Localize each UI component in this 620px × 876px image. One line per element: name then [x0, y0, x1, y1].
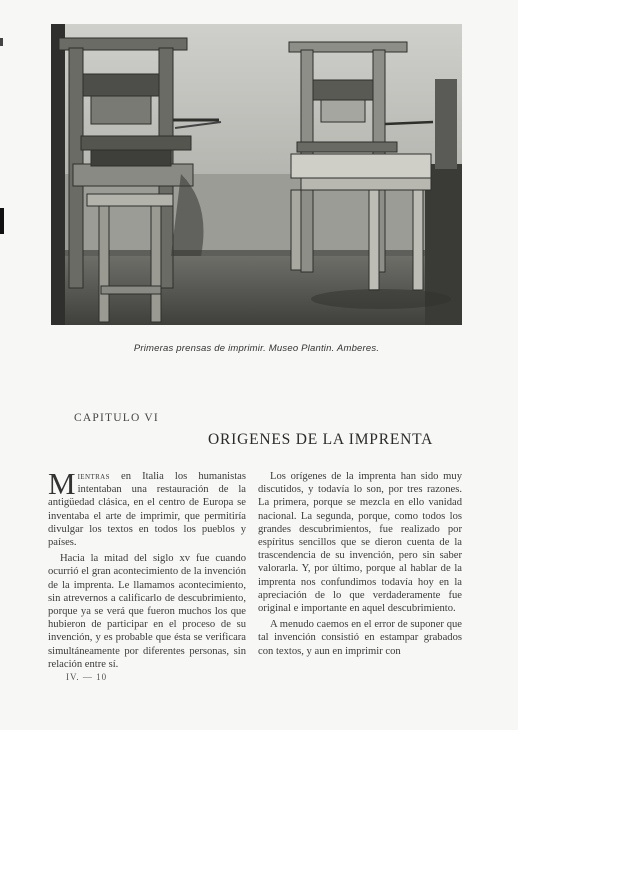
scan-edge-mark — [0, 38, 3, 46]
figure-caption: Primeras prensas de imprimir. Museo Plantin. Amberes. — [133, 343, 380, 354]
scan-edge-mark — [0, 208, 4, 234]
chapter-title: ORIGENES DE LA IMPRENTA — [208, 431, 434, 448]
paragraph: Los orígenes de la imprenta han sido muy discutidos, y todavía lo son, por tres razones. La primera, porque se mezcla en ello vanidad nacional. La segunda, porque, como todos los grandes descubrimientos, fue realizado por espíritus sencillos que se dieron cuenta de la trascendencia de su invención, pero sin saber valorarla. Y, por último, porque al hablar de la imprenta nos confundimos todavía hoy en la apreciación de lo que verdaderamente fue original e importante en aquel descubrimiento. — [258, 471, 462, 615]
paragraph — [48, 466, 246, 549]
page-folio: IV. — 10 — [66, 672, 108, 682]
small-caps-lead: ientras — [77, 471, 110, 482]
paragraph-text: en Italia los humanistas intentaban una restauración de la antigüedad clásica, en el centro de Europa se inventaba el arte de imprimir, que permitiría divulgar los textos en todos los pueblos y países. — [48, 471, 246, 549]
chapter-label: CAPITULO VI — [74, 412, 159, 424]
printing-press-photo — [51, 24, 462, 325]
text-column-left — [48, 466, 246, 674]
drop-cap: M — [48, 466, 76, 501]
paragraph: Hacia la mitad del siglo xv fue cuando ocurrió el gran acontecimiento de la invención de la imprenta. Le llamamos acontecimiento, sin atrevernos a calificarlo de descubrimiento, porque ya se verá que fueron muchos los que hubieron de participar en el proceso de su invención, y es probable que ésta se verificara simultáneamente por diferentes personas, sin relación entre sí. — [48, 553, 246, 670]
text-column-right — [258, 470, 462, 661]
paragraph: A menudo caemos en el error de suponer que tal invención consistió en estampar grabados con textos, y aun en imprimir con — [258, 619, 462, 657]
